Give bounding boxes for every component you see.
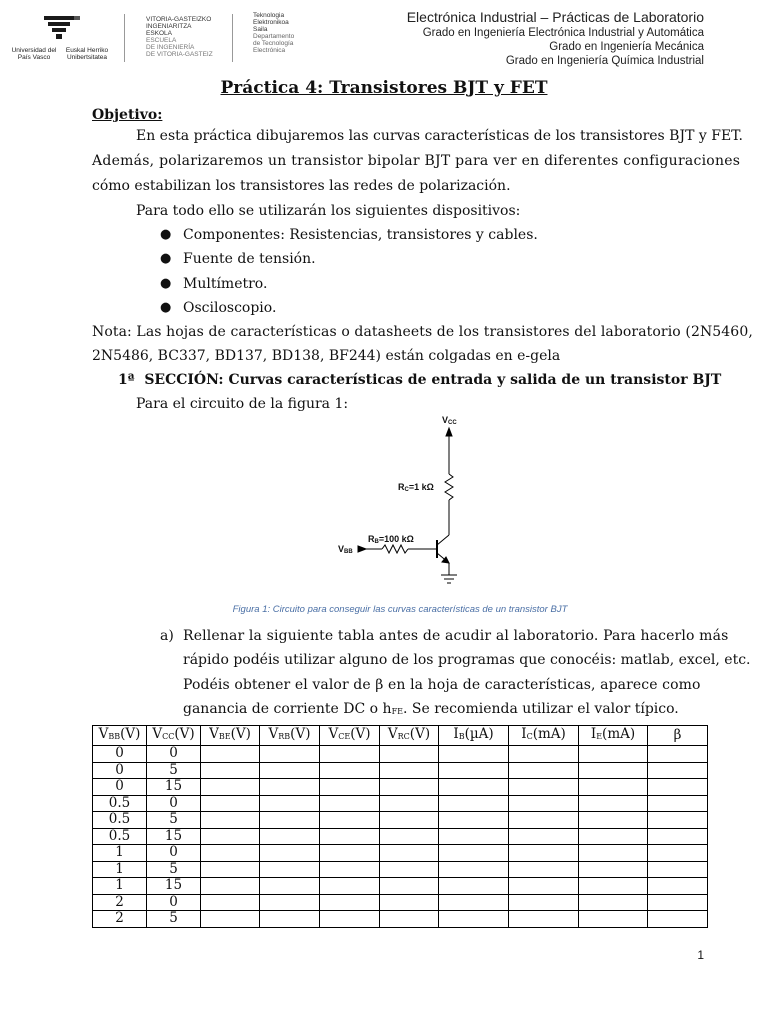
data-table bbox=[92, 725, 708, 928]
list-item: Multímetro. bbox=[183, 276, 268, 292]
column-header: $V_{CC}(V)$ bbox=[147, 726, 201, 746]
table-row bbox=[93, 762, 708, 779]
empty-answer-cell[interactable] bbox=[648, 878, 708, 895]
empty-answer-cell[interactable] bbox=[509, 779, 579, 796]
table-cell: 15 bbox=[147, 828, 201, 845]
list-item: Fuente de tensión. bbox=[183, 251, 316, 267]
vbb-label: $V_{BB}$ bbox=[338, 544, 353, 555]
empty-answer-cell[interactable] bbox=[320, 878, 380, 895]
empty-answer-cell[interactable] bbox=[579, 746, 648, 763]
column-header: $V_{RC}(V)$ bbox=[380, 726, 439, 746]
table-cell: 0.5 bbox=[93, 828, 147, 845]
empty-answer-cell[interactable] bbox=[201, 795, 260, 812]
task-line: Podéis obtener el valor de β en la hoja de características, aparece como bbox=[183, 677, 701, 693]
table-cell: 0.5 bbox=[93, 812, 147, 829]
objective-heading: Objetivo: bbox=[92, 107, 163, 123]
empty-answer-cell[interactable] bbox=[579, 812, 648, 829]
table-cell: 15 bbox=[147, 779, 201, 796]
empty-answer-cell[interactable] bbox=[439, 911, 509, 928]
empty-answer-cell[interactable] bbox=[380, 894, 439, 911]
table-row bbox=[93, 812, 708, 829]
bullet-icon: ● bbox=[160, 276, 172, 291]
empty-answer-cell[interactable] bbox=[260, 779, 320, 796]
empty-answer-cell[interactable] bbox=[320, 828, 380, 845]
empty-answer-cell[interactable] bbox=[509, 795, 579, 812]
empty-answer-cell[interactable] bbox=[439, 861, 509, 878]
empty-answer-cell[interactable] bbox=[579, 779, 648, 796]
header-divider bbox=[232, 14, 233, 62]
empty-answer-cell[interactable] bbox=[509, 894, 579, 911]
empty-answer-cell[interactable] bbox=[260, 878, 320, 895]
empty-answer-cell[interactable] bbox=[260, 812, 320, 829]
empty-answer-cell[interactable] bbox=[439, 845, 509, 862]
empty-answer-cell[interactable] bbox=[320, 795, 380, 812]
empty-answer-cell[interactable] bbox=[648, 845, 708, 862]
task-line: rápido podéis utilizar alguno de los programas que conocéis: matlab, excel, etc. bbox=[183, 652, 751, 668]
empty-answer-cell[interactable] bbox=[648, 762, 708, 779]
degree-line: Grado en Ingeniería Mecánica bbox=[549, 41, 704, 53]
column-header: $V_{CE}(V)$ bbox=[320, 726, 380, 746]
paragraph-line: Además, polarizaremos un transistor bipolar BJT para ver en diferentes configuraciones bbox=[92, 153, 741, 169]
empty-answer-cell[interactable] bbox=[380, 762, 439, 779]
empty-answer-cell[interactable] bbox=[579, 894, 648, 911]
empty-answer-cell[interactable] bbox=[201, 861, 260, 878]
section-intro: Para el circuito de la figura 1: bbox=[136, 396, 349, 412]
empty-answer-cell[interactable] bbox=[201, 746, 260, 763]
empty-answer-cell[interactable] bbox=[439, 795, 509, 812]
header-divider bbox=[124, 14, 125, 62]
column-header: $I_E(mA)$ bbox=[579, 726, 648, 746]
empty-answer-cell[interactable] bbox=[579, 845, 648, 862]
empty-answer-cell[interactable] bbox=[509, 812, 579, 829]
table-cell: 5 bbox=[147, 762, 201, 779]
note-line: Nota: Las hojas de características o datasheets de los transistores del laboratorio (2N5460, bbox=[92, 324, 753, 340]
empty-answer-cell[interactable] bbox=[380, 845, 439, 862]
paragraph-line: cómo estabilizan los transistores las redes de polarización. bbox=[92, 178, 511, 194]
empty-answer-cell[interactable] bbox=[439, 812, 509, 829]
empty-answer-cell[interactable] bbox=[509, 878, 579, 895]
column-header: $V_{BB}(V)$ bbox=[93, 726, 147, 746]
rb-label: $R_B=100$ kΩ bbox=[368, 534, 414, 545]
figure-caption: Figura 1: Circuito para conseguir las curvas características de un transistor BJT bbox=[232, 604, 568, 615]
column-header: $I_B(\mu A)$ bbox=[439, 726, 509, 746]
empty-answer-cell[interactable] bbox=[509, 845, 579, 862]
empty-answer-cell[interactable] bbox=[648, 911, 708, 928]
table-row bbox=[93, 746, 708, 763]
empty-answer-cell[interactable] bbox=[648, 812, 708, 829]
empty-answer-cell[interactable] bbox=[509, 746, 579, 763]
empty-answer-cell[interactable] bbox=[579, 795, 648, 812]
degree-line: Grado en Ingeniería Electrónica Industrial y Automática bbox=[422, 27, 704, 39]
empty-answer-cell[interactable] bbox=[320, 911, 380, 928]
table-row bbox=[93, 894, 708, 911]
empty-answer-cell[interactable] bbox=[509, 861, 579, 878]
rc-label: $R_C=1$ kΩ bbox=[398, 482, 434, 493]
table-cell: 5 bbox=[147, 861, 201, 878]
section-number: 1ª bbox=[118, 372, 135, 388]
empty-answer-cell[interactable] bbox=[201, 894, 260, 911]
table-row bbox=[93, 828, 708, 845]
column-header: $V_{BE}(V)$ bbox=[201, 726, 260, 746]
empty-answer-cell[interactable] bbox=[260, 894, 320, 911]
empty-answer-cell[interactable] bbox=[579, 762, 648, 779]
bjt-circuit-diagram bbox=[330, 412, 480, 604]
empty-answer-cell[interactable] bbox=[579, 911, 648, 928]
table-cell: 1 bbox=[93, 861, 147, 878]
empty-answer-cell[interactable] bbox=[648, 746, 708, 763]
empty-answer-cell[interactable] bbox=[439, 828, 509, 845]
empty-answer-cell[interactable] bbox=[380, 795, 439, 812]
empty-answer-cell[interactable] bbox=[260, 746, 320, 763]
table-cell: 2 bbox=[93, 894, 147, 911]
empty-answer-cell[interactable] bbox=[380, 746, 439, 763]
empty-answer-cell[interactable] bbox=[320, 845, 380, 862]
course-title: Electrónica Industrial – Prácticas de Laboratorio bbox=[406, 9, 704, 25]
vcc-arrow-icon bbox=[446, 428, 452, 436]
table-row bbox=[93, 861, 708, 878]
empty-answer-cell[interactable] bbox=[320, 894, 380, 911]
column-header: β bbox=[648, 726, 708, 746]
column-header: $I_C(mA)$ bbox=[509, 726, 579, 746]
bullet-icon: ● bbox=[160, 251, 172, 266]
table-row bbox=[93, 878, 708, 895]
empty-answer-cell[interactable] bbox=[201, 812, 260, 829]
empty-answer-cell[interactable] bbox=[260, 861, 320, 878]
empty-answer-cell[interactable] bbox=[260, 845, 320, 862]
empty-answer-cell[interactable] bbox=[201, 762, 260, 779]
table-cell: 1 bbox=[93, 878, 147, 895]
empty-answer-cell[interactable] bbox=[380, 861, 439, 878]
task-marker: a) bbox=[160, 628, 174, 644]
logo-text-es: Universidad del País Vasco bbox=[11, 47, 57, 61]
empty-answer-cell[interactable] bbox=[201, 911, 260, 928]
empty-answer-cell[interactable] bbox=[439, 894, 509, 911]
degree-line: Grado en Ingeniería Química Industrial bbox=[505, 55, 704, 67]
empty-answer-cell[interactable] bbox=[579, 878, 648, 895]
vcc-label: $V_{CC}$ bbox=[442, 415, 457, 426]
empty-answer-cell[interactable] bbox=[380, 828, 439, 845]
table-row bbox=[93, 845, 708, 862]
table-row bbox=[93, 911, 708, 928]
empty-answer-cell[interactable] bbox=[380, 878, 439, 895]
table-cell: 0 bbox=[93, 746, 147, 763]
list-item: Componentes: Resistencias, transistores y cables. bbox=[183, 227, 538, 243]
empty-answer-cell[interactable] bbox=[320, 779, 380, 796]
empty-answer-cell[interactable] bbox=[439, 762, 509, 779]
bullet-icon: ● bbox=[160, 227, 172, 242]
empty-answer-cell[interactable] bbox=[201, 828, 260, 845]
table-cell: 15 bbox=[147, 878, 201, 895]
empty-answer-cell[interactable] bbox=[320, 812, 380, 829]
empty-answer-cell[interactable] bbox=[509, 762, 579, 779]
empty-answer-cell[interactable] bbox=[439, 746, 509, 763]
empty-answer-cell[interactable] bbox=[380, 812, 439, 829]
empty-answer-cell[interactable] bbox=[648, 779, 708, 796]
empty-answer-cell[interactable] bbox=[439, 878, 509, 895]
table-cell: 5 bbox=[147, 911, 201, 928]
empty-answer-cell[interactable] bbox=[648, 828, 708, 845]
empty-answer-cell[interactable] bbox=[648, 861, 708, 878]
empty-answer-cell[interactable] bbox=[320, 861, 380, 878]
empty-answer-cell[interactable] bbox=[320, 746, 380, 763]
task-line: Rellenar la siguiente tabla antes de acudir al laboratorio. Para hacerlo más bbox=[183, 628, 729, 644]
empty-answer-cell[interactable] bbox=[509, 911, 579, 928]
bullet-icon: ● bbox=[160, 300, 172, 315]
empty-answer-cell[interactable] bbox=[648, 894, 708, 911]
university-logo-icon bbox=[42, 14, 82, 42]
empty-answer-cell[interactable] bbox=[201, 845, 260, 862]
logo-text-eu: Euskal Herriko Unibertsitatea bbox=[65, 47, 109, 61]
page-number: 1 bbox=[697, 948, 704, 962]
table-cell: 5 bbox=[147, 812, 201, 829]
table-cell: 0 bbox=[147, 894, 201, 911]
task-line: ganancia de corriente DC o $h_{FE}$. Se recomienda utilizar el valor típico. bbox=[183, 701, 679, 717]
empty-answer-cell[interactable] bbox=[579, 828, 648, 845]
empty-answer-cell[interactable] bbox=[439, 779, 509, 796]
header-logos bbox=[10, 14, 320, 64]
empty-answer-cell[interactable] bbox=[380, 911, 439, 928]
empty-answer-cell[interactable] bbox=[201, 779, 260, 796]
table-cell: 0 bbox=[147, 845, 201, 862]
table-header-row bbox=[93, 726, 708, 746]
empty-answer-cell[interactable] bbox=[260, 911, 320, 928]
section-heading bbox=[118, 372, 721, 388]
empty-answer-cell[interactable] bbox=[201, 878, 260, 895]
vbb-arrow-icon bbox=[358, 546, 366, 552]
empty-answer-cell[interactable] bbox=[320, 762, 380, 779]
note-line: 2N5486, BC337, BD137, BD138, BF244) están colgadas en e-gela bbox=[92, 348, 561, 364]
table-cell: 0 bbox=[147, 795, 201, 812]
empty-answer-cell[interactable] bbox=[260, 762, 320, 779]
devices-intro: Para todo ello se utilizarán los siguientes dispositivos: bbox=[136, 203, 521, 219]
table-cell: 1 bbox=[93, 845, 147, 862]
list-item: Osciloscopio. bbox=[183, 300, 277, 316]
section-title: SECCIÓN: Curvas características de entrada y salida de un transistor BJT bbox=[144, 372, 722, 388]
table-cell: 0.5 bbox=[93, 795, 147, 812]
empty-answer-cell[interactable] bbox=[260, 795, 320, 812]
table-cell: 2 bbox=[93, 911, 147, 928]
table-cell: 0 bbox=[93, 762, 147, 779]
table-cell: 0 bbox=[93, 779, 147, 796]
empty-answer-cell[interactable] bbox=[579, 861, 648, 878]
circuit-schematic-icon bbox=[330, 412, 480, 604]
table-row bbox=[93, 779, 708, 796]
table-cell: 0 bbox=[147, 746, 201, 763]
empty-answer-cell[interactable] bbox=[380, 779, 439, 796]
empty-answer-cell[interactable] bbox=[260, 828, 320, 845]
empty-answer-cell[interactable] bbox=[648, 795, 708, 812]
header-course-info bbox=[407, 8, 704, 68]
table-row bbox=[93, 795, 708, 812]
empty-answer-cell[interactable] bbox=[509, 828, 579, 845]
department-name: Teknologia Elektronikoa Saila Departamento de Tecnología Electrónica bbox=[253, 12, 295, 54]
column-header: $V_{RB}(V)$ bbox=[260, 726, 320, 746]
faculty-name: VITORIA-GASTEIZKO INGENIARITZA ESKOLA ESCUELA DE INGENIERÍA DE VITORIA-GASTEIZ bbox=[146, 16, 213, 58]
paragraph-line: En esta práctica dibujaremos las curvas características de los transistores BJT y FET. bbox=[136, 128, 743, 144]
page-title: Práctica 4: Transistores BJT y FET bbox=[220, 78, 548, 98]
